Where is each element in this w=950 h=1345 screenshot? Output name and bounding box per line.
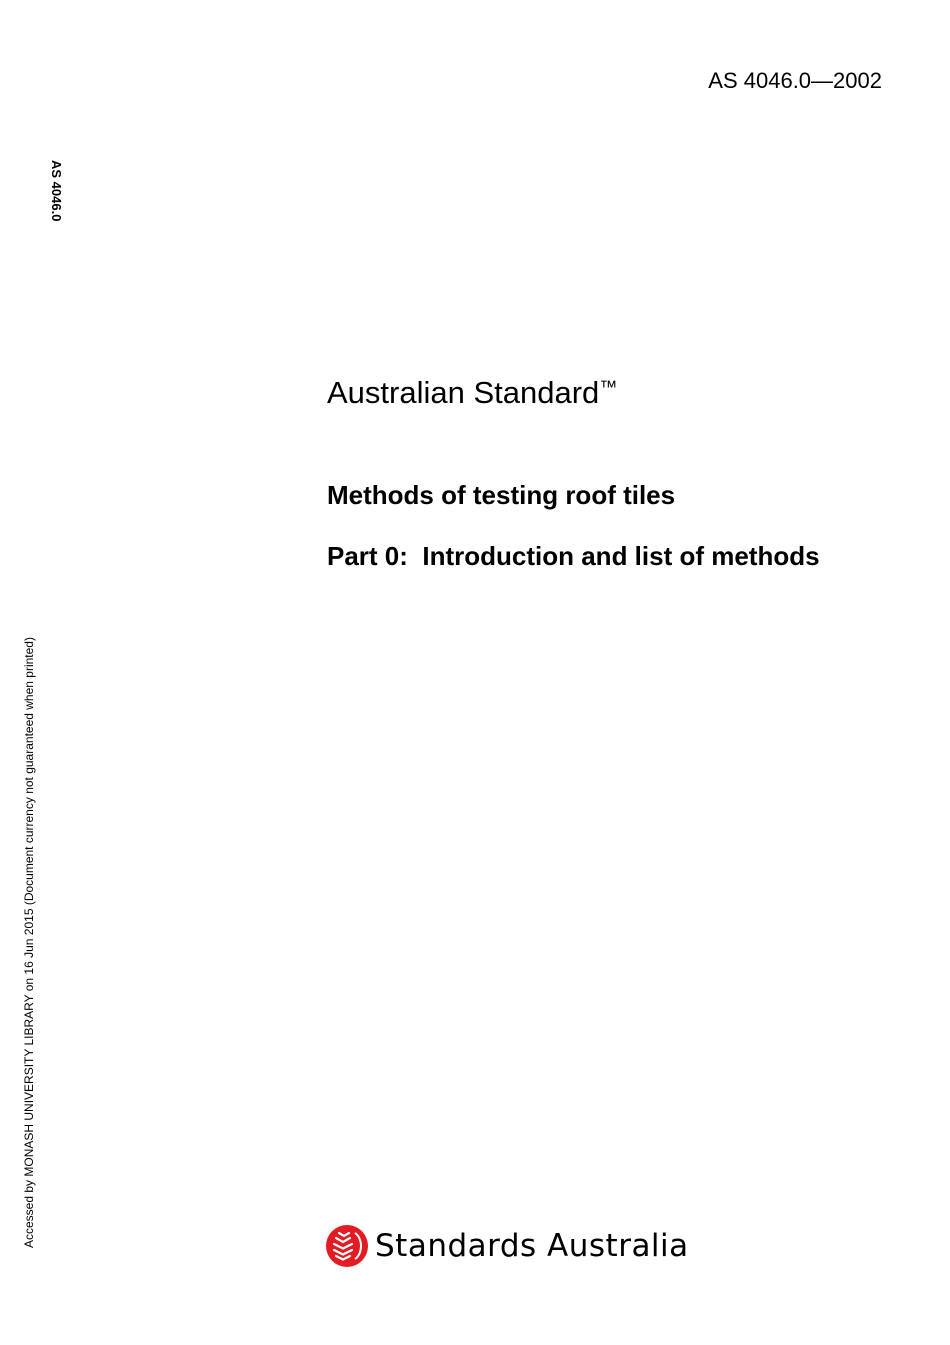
document-title: Methods of testing roof tiles bbox=[327, 480, 676, 510]
publisher-block bbox=[325, 1224, 689, 1268]
document-number: AS 4046.0—2002 bbox=[708, 68, 882, 93]
standard-type-label: Australian Standard bbox=[327, 375, 600, 410]
standard-type-heading bbox=[327, 375, 617, 411]
trademark-symbol: ™ bbox=[599, 377, 618, 397]
document-part-title: Part 0: Introduction and list of methods bbox=[327, 541, 820, 571]
spine-label: AS 4046.0 bbox=[49, 160, 64, 222]
access-note: Accessed by MONASH UNIVERSITY LIBRARY on 16 Jun 2015 (Document currency not guaranteed when printed) bbox=[22, 637, 36, 1248]
standards-australia-logo-icon bbox=[325, 1224, 369, 1268]
publisher-name: Standards Australia bbox=[375, 1228, 689, 1264]
